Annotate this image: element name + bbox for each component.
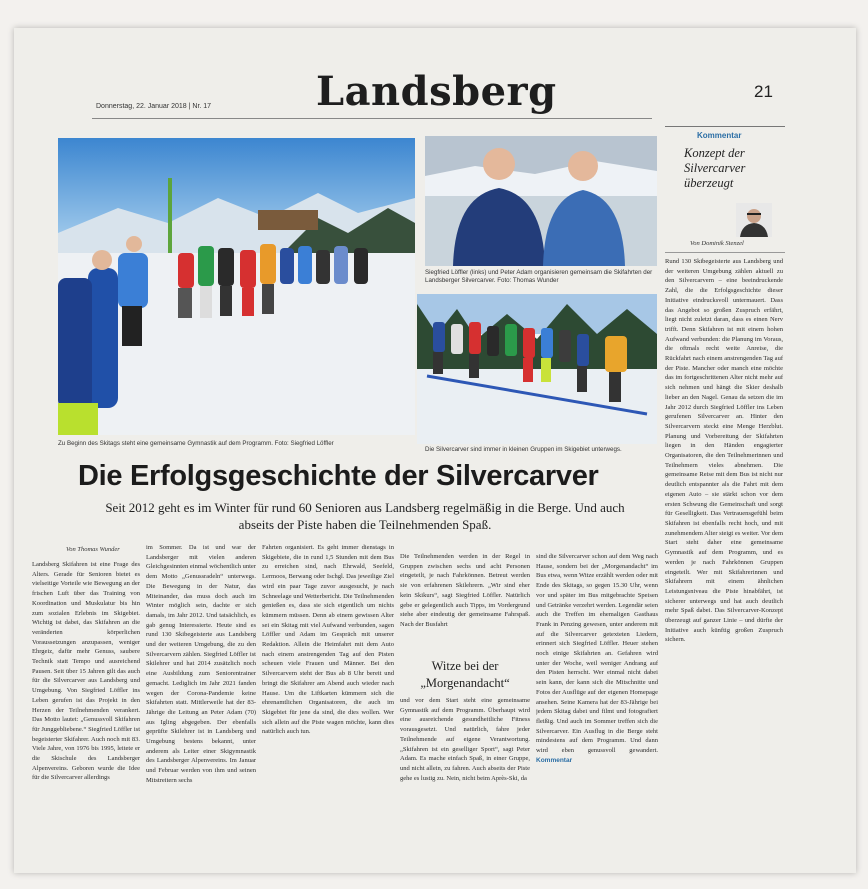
photo-organizers (425, 136, 657, 266)
photo-ski-group-caption: Die Silvercarver sind immer in kleinen Gruppen im Skigebiet unterwegs. (425, 446, 622, 453)
kommentar-top-rule (665, 126, 785, 127)
subline: Seit 2012 geht es im Winter für rund 60 Senioren aus Landsberg regelmäßig in die Berge. Und auch abseits der Piste haben die Teilnehmenden Spaß. (105, 500, 625, 532)
photo-gymnastics (58, 138, 415, 435)
article-column-1: Landsberg Skifahren ist eine Frage des Alters. Gerade für Senioren bietet es vielseitige Vorteile wie Bewegung an der frischen Luft über das Training von Koordination und Muskulatur bis hin zum sozialen Erlebnis im Skigebiet. Wichtig ist dabei, das Skifahren an die veränderten körperlichen Voraussetzungen anzupassen, weniger Ehrgeiz, dafür mehr Genuss, saubere Technik statt Tempo und ausreichend Pausen. Seit über 15 Jahren gilt das auch für die Silvercarver aus Landsberg und Umgebung. Von Siegfried Löffler ins Leben gerufen ist das Projekt in den Herzen der Teilnehmenden verankert. Das Motto lautet: „Genussvoll Skifahren für Junggebliebene.“ Siegfried Löffler ist begeisterter Skifahrer. Auch noch mit 83. Viele Jahre, von 1976 bis 1995, leitete er die Skischule des Landsberger Alpenvereins. Geboren wurde die Idee für die Silvercarver allerdings (32, 561, 140, 782)
byline: Von Thomas Wunder (66, 546, 120, 553)
kommentar-byline: Von Dominik Stenzel (690, 240, 744, 247)
article-column-5-text: sind die Silvercarver schon auf dem Weg nach Hause, sondern bei der „Morgenandacht“ im Bus etwa, wenn Witze erzählt werden oder mit Ende des Skitags, so gegen 15.30 Uhr, wenn vor und später im Bus mitgebrachte Speisen und Getränke verzehrt werden. Legendär seien auch die Treffen im ehemaligen Gasthaus Frank in Penzing gewesen, unter anderem mit auf die Silvercarver getexteten Liedern, erinnert sich Siegfried Löffler. Heuer stehen noch einige Skifahrten an. Gefahren wird unter der Woche, weil weniger Andrang auf den Pisten herrscht. Wer einmal nicht dabei sein kann, der kann sich die Mitschnitte und Fotos der Ausflüge auf der eigenen Homepage ansehen. Seine Kamera hat der 83-Jährige bei jedem Skitag dabei und filmt und fotografiert fleißig. Und auch im Sommer treffen sich die Silvercarver. Ein Ausflug in die Berge steht mindestens auf dem Programm. Und dann wird eben genussvoll gewandert. (536, 553, 658, 755)
dateline: Donnerstag, 22. Januar 2018 | Nr. 17 (96, 103, 212, 110)
page-number: 21 (754, 82, 773, 101)
kommentar-title: Konzept der Silvercarver überzeugt (684, 146, 746, 190)
article-column-3: Fahrten organisiert. Es geht immer dienstags in Skigebiete, die in rund 1,5 Stunden mit dem Bus zu erreichen sind, nach Ehrwald, Seefeld, Lermoos, Berwang oder Ischgl. Das jeweilige Ziel wird ein paar Tage zuvor ausgesucht, je nach Schneelage und Wetterbericht. Die Teilnehmenden genießen es, dass sie sich eigentlich um nichts kümmern müssen. Denn ab einem gewissen Alter sei ein Skitag mit viel Aufwand verbunden, sagen Löffler und Adam im Gespräch mit unserer Redaktion. Allein die Heimfahrt mit dem Auto nach einem anstrengenden Tag auf den Pisten scheuen viele Frauen und Männer. Bei den Silvercarvern steht der Bus ab 8 Uhr bereit und bringt die Skifahrer am Abend auch wieder nach Hause. Um die Liftkarten kümmern sich die ehrenamtlichen Organisatoren, die auch im Skigebiet für jene da sind, die dies wollen. Wer sich allein auf die Piste wagen möchte, kann dies natürlich auch tun. (262, 544, 394, 736)
photo-organizers-caption: Siegfried Löffler (links) und Peter Adam organisieren gemeinsam die Skifahrten der Landsberger Silvercarver. Foto: Thomas Wunder (425, 269, 653, 284)
kommentar-endmark: Kommentar (536, 756, 573, 764)
article-column-4-top: Die Teilnehmenden werden in der Regel in Gruppen zwischen sechs und acht Personen eingeteilt, je nach Fahrkönnen. Betreut werden sie von erfahrenen Skilehrern. „Wir sind eher kein Skikurs“, sagt Siegfried Löffler. Natürlich gebe er gelegentlich auch Tipps, im Vordergrund stehe aber eindeutig der gemeinsame Fahrspaß. Nach der Busfahrt (400, 553, 530, 628)
masthead: Landsberg (316, 68, 557, 115)
photo-ski-group (417, 294, 657, 444)
author-avatar (736, 203, 772, 237)
photo-gymnastics-caption: Zu Beginn des Skitags steht eine gemeinsame Gymnastik auf dem Programm. Foto: Siegfried Löffler (58, 440, 334, 447)
kommentar-label: Kommentar (697, 131, 742, 140)
article-column-2: im Sommer. Da ist und war der Landsberger mit vielen anderen Gleichgesinnten einmal wöchentlich unter dem Motto „Genussradeln“ unterwegs. Die Bewegung in der Natur, das Miteinander, das muss doch auch im Winter möglich sein, dachte er sich damals, im Jahr 2012. Und tatsächlich, es gab genug Interessierte. Heute sind es rund 130 Skibegeisterte aus Landsberg und der weiteren Umgebung, die zu den Silvercarvern zählen. Siegfried Löffler ist Skilehrer und hat 2014 zusätzlich noch eine Ausbildung zum Seniorentrainer gemacht. Lediglich im Jahr 2021 fanden wegen der Corona-Pandemie keine Skifahrten statt. Mittlerweile hat der 83-Jährige die Leitung an Peter Adam (70) aus Igling abgegeben. Der ebenfalls geprüfte Skilehrer ist in Landsberg und Umgebung bestens bekannt, unter anderem als Leiter einer Skigymnastik des Landsberger Alpenvereins. Im Januar und Februar werden von ihm und seinen Mitstreitern sechs (146, 544, 256, 784)
headline: Die Erfolgsgeschichte der Silvercarver (78, 460, 599, 492)
article-column-4-bottom: und vor dem Start steht eine gemeinsame Gymnastik auf dem Programm. Überhaupt wird eine ausreichende gesundheitliche Fitness vorausgesetzt. Und natürlich, fahre jeder Teilnehmende auf eigene Verantwortung. „Skifahren ist ein geselliger Sport“, sagt Peter Adam. Es mache einfach Spaß, in einer Gruppe, und nicht allein, zu fahren. Auch abseits der Piste gehe es lustig zu. Nein, nicht beim Après-Ski, da (400, 697, 530, 782)
kommentar-byline-rule (665, 252, 785, 253)
masthead-rule (92, 118, 652, 119)
article-subhead: Witze bei der „Morgenandacht“ (420, 659, 510, 690)
kommentar-text: Rund 130 Skibegeisterte aus Landsberg und der weiteren Umgebung zählen aktuell zu den Silvercarvern – eine beeindruckende Zahl, die die Erfolgsgeschichte dieser Initiative eindrucksvoll untermauert. Dass das Angebot so großen Zuspruch erfährt, liegt nicht zuletzt daran, dass es einen Nerv trifft. Denn Skifahren ist mit einem hohen Aufwand verbunden: die Planung im Voraus, die oftmals recht weite Anreise, die Rückfahrt nach einem anstrengenden Tag auf der Piste. Mancher oder manch eine möchte das im fortgeschrittenen Alter nicht mehr auf sich nehmen und hängt die Skier deshalb lieber an den Nagel. Genau da setzen die im Jahr 2012 durch Siegfried Löffler ins Leben gerufenen Silvercarver an. Hinter den Silvercarvern steckt eine Menge Herzblut. Planung und Vorbereitung der Skifahrten liegen in den Händen engagierter Organisatoren, die den Teilnehmerinnen und Teilnehmern vieles abnehmen. Die gemeinsame Reise mit dem Bus ist nicht nur deutlich entspannter als die Fahrt mit dem eigenen Auto – sie stärkt schon vor dem ersten Schwung die Gemeinschaft und sorgt für Geselligkeit. Das Vertrauensgefühl beim Skifahren ist ebenfalls recht hoch, und mit zunehmendem Alter steigt es weiter. Vor dem Start steht daher eine gemeinsame Gymnastik auf dem Programm, und es werden je nach Fahrkönnen Gruppen eingeteilt. Wer mit Skifahrerinnen und Skifahrern mit einem ähnlichen Leistungsniveau die Piste hinabfährt, ist sicherer unterwegs und hat auch deutlich mehr Spaß dabei. Das Silvercarver-Konzept überzeugt auf ganzer Linie – und dürfte der Initiative auch künftig großen Zuspruch sichern. (665, 258, 783, 644)
article-column-5 (536, 552, 658, 832)
